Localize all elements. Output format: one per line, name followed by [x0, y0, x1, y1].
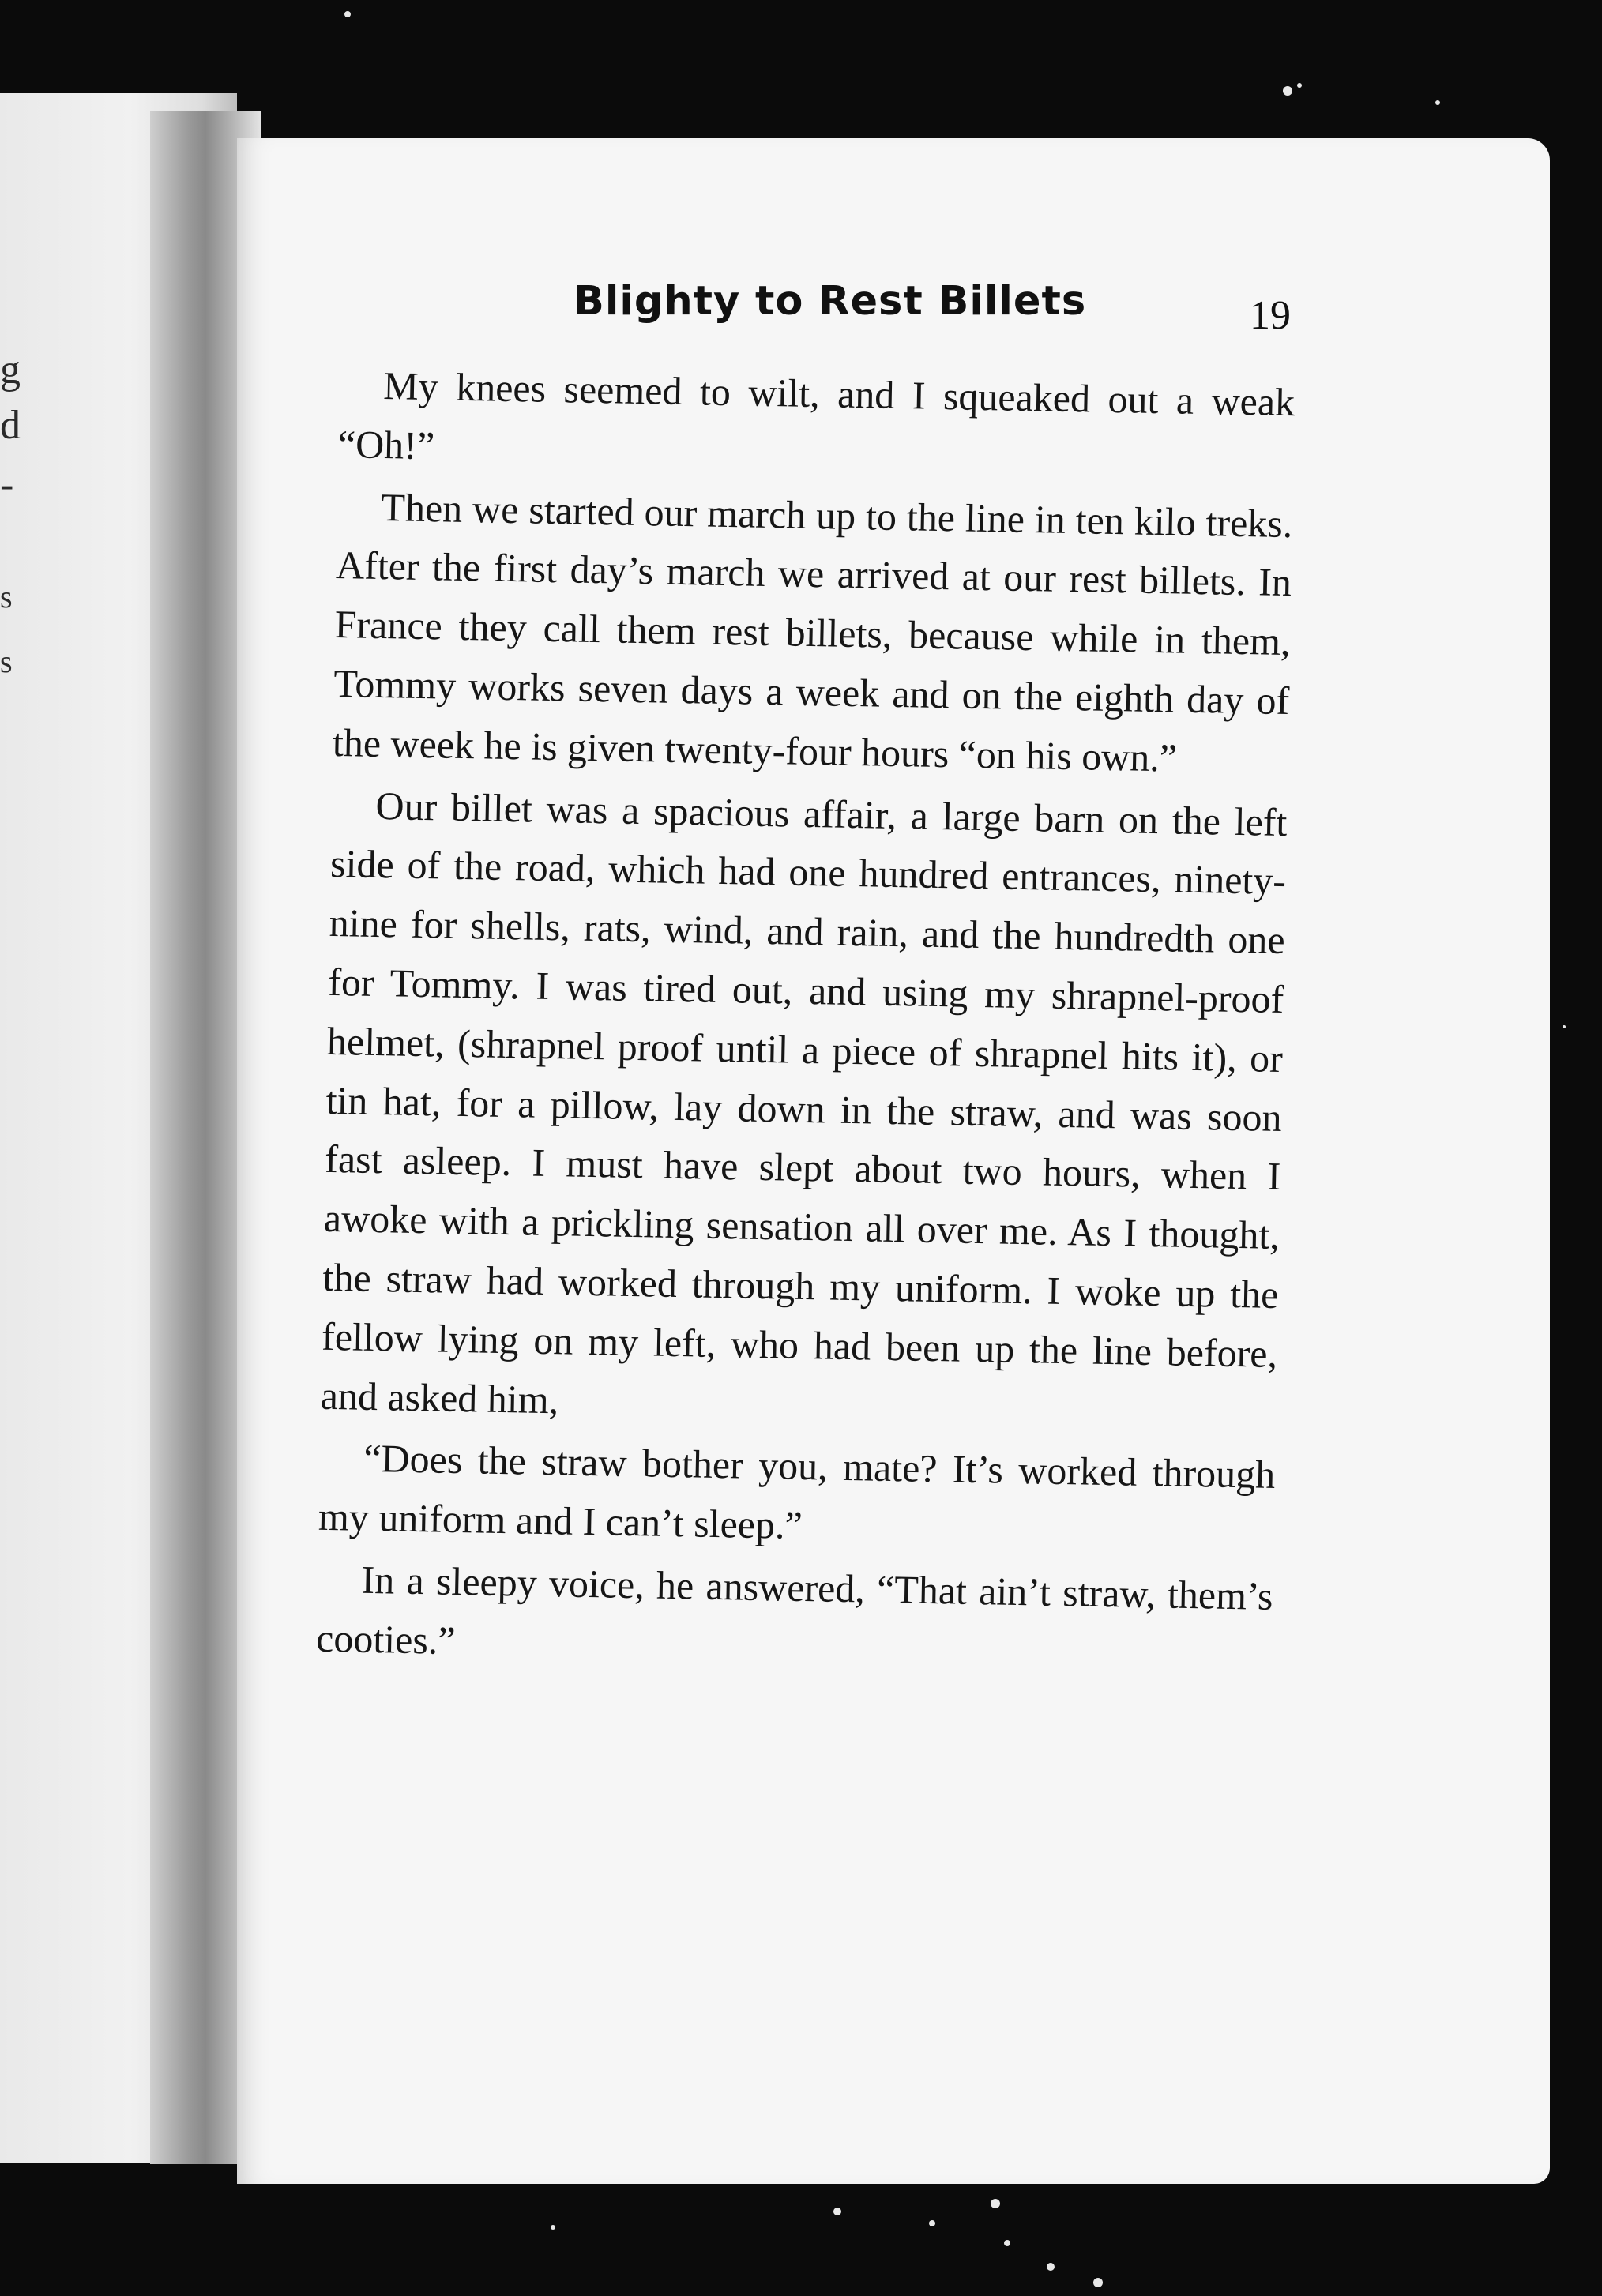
paragraph: My knees seemed to wilt, and I squeaked out a weak “Oh!” [337, 363, 1296, 468]
page-number: 19 [1250, 293, 1291, 338]
facing-page-fragment: d [0, 403, 21, 448]
facing-page-fragment: g [0, 348, 21, 393]
facing-page-fragment: s [0, 644, 13, 679]
facing-page-fragment: - [0, 462, 14, 507]
body-text [315, 355, 1295, 1688]
paragraph: “Does the straw bother you, mate? It’s worked through my uniform and I can’t sleep.” [318, 1436, 1276, 1548]
paragraph: Our billet was a spacious affair, a large barn on the left side of the road, which had one hundred entrances, ninety-nine for shells, rats, wind, and rain, and the hundredth one for Tommy. I was tired out, and using my shrapnel-proof helmet, (shrapnel proof until a piece of shrapnel hits it), or tin hat, for a pillow, lay down in the straw, and was soon fast asleep. I must have slept about two hours, when I awoke with a prickling sensation all over me. As I thought, the straw had worked through my uniform. I woke up the fellow lying on my left, who had been up the line before, and asked him, [320, 783, 1288, 1422]
facing-page-fragment: s [0, 579, 13, 614]
paragraph: In a sleepy voice, he answered, “That ain’t straw, them’s cooties.” [315, 1557, 1273, 1663]
running-head: Blighty to Rest Billets [573, 278, 1087, 325]
paragraph: Then we started our march up to the line in ten kilo treks. After the first day’s march we arrived at our rest billets. In France they call them rest billets, because while in them, Tommy works seven days a week and on the eighth day of the week he is given twenty-four hours “on his own.” [332, 484, 1293, 780]
